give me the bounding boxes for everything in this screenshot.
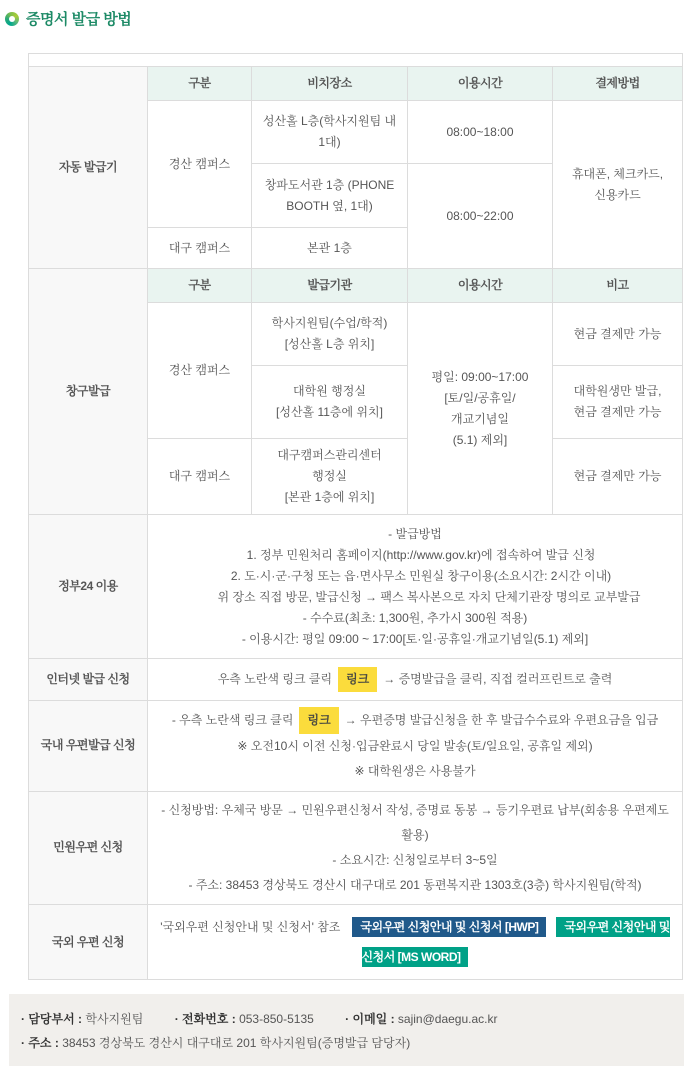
counter-org-3 [252, 439, 408, 515]
spacer-row [29, 54, 683, 67]
footer-phone-label: · 전화번호 : [174, 1012, 236, 1027]
table-row [29, 701, 683, 792]
domestic-mail-link-button[interactable]: 링크 [299, 707, 338, 734]
table-row [29, 67, 683, 101]
gov24-line-5: - 수수료(최초: 1,300원, 추가시 300원 적용) [302, 610, 528, 625]
footer-address-value: 38453 경상북도 경산시 대구대로 201 학사지원팀(증명발급 담당자) [62, 1036, 411, 1051]
internet-text-after: → 증명발급을 클릭, 직접 컬러프린트로 출력 [383, 672, 613, 687]
table-row [29, 905, 683, 980]
counter-note-2-line1: 대학원생만 발급, [573, 384, 662, 398]
footer-phone-value: 053-850-5135 [239, 1012, 314, 1027]
row-label-auto-machine: 자동 발급기 [29, 67, 148, 269]
auto-header-hours: 이용시간 [408, 67, 553, 101]
auto-campus-daegu: 대구 캠퍼스 [148, 228, 252, 269]
auto-header-gubun: 구분 [148, 67, 252, 101]
counter-header-gubun: 구분 [148, 269, 252, 303]
civil-mail-content [148, 791, 683, 905]
civil-mail-line-1: - 신청방법: 우체국 방문 → 민원우편신청서 작성, 증명료 동봉 → 등기우편료 납부(회송용 우편제도 활용) [161, 802, 669, 842]
footer-line-2 [21, 1031, 672, 1055]
row-label-domestic-mail: 국내 우편발급 신청 [29, 701, 148, 792]
domestic-mail-content [148, 701, 683, 792]
counter-note-3: 현금 결제만 가능 [553, 439, 683, 515]
counter-header-org: 발급기관 [252, 269, 408, 303]
table-row [29, 515, 683, 659]
counter-org-1-line2: [성산홀 L층 위치] [284, 337, 375, 351]
auto-hours-2: 08:00~22:00 [408, 164, 553, 269]
title-ring-icon [5, 12, 19, 26]
table-row [29, 54, 683, 67]
counter-org-1-line1: 학사지원팀(수업/학적) [271, 316, 388, 330]
domestic-mail-text-before: - 우측 노란색 링크 클릭 [171, 713, 294, 727]
auto-payment: 휴대폰, 체크카드, 신용카드 [553, 101, 683, 269]
gov24-line-1: - 발급방법 [388, 526, 442, 541]
auto-header-payment: 결제방법 [553, 67, 683, 101]
footer-email-label: · 이메일 : [345, 1012, 395, 1027]
table-row [29, 659, 683, 701]
civil-mail-line-2: - 소요시간: 신청일로부터 3~5일 [332, 852, 498, 867]
civil-mail-line-3: - 주소: 38453 경상북도 경산시 대구대로 201 동편복지관 1303호(3층) 학사지원팀(학적) [188, 878, 642, 893]
auto-header-location: 비치장소 [252, 67, 408, 101]
gov24-line-2: 1. 정부 민원처리 홈페이지(http://www.gov.kr)에 접속하여 발급 신청 [246, 547, 596, 562]
auto-location-3: 본관 1층 [252, 228, 408, 269]
table-row [29, 269, 683, 303]
counter-campus-daegu: 대구 캠퍼스 [148, 439, 252, 515]
overseas-mail-ref-text: '국외우편 신청안내 및 신청서' 참조 [160, 920, 341, 935]
gov24-content [148, 515, 683, 659]
overseas-mail-content [148, 905, 683, 980]
row-label-internet: 인터넷 발급 신청 [29, 659, 148, 701]
counter-note-2-line2: 현금 결제만 가능 [573, 405, 662, 419]
certificate-issuance-table [28, 53, 683, 980]
auto-location-2: 창파도서관 1층 (PHONE BOOTH 옆, 1대) [252, 164, 408, 228]
counter-org-2 [252, 366, 408, 439]
domestic-mail-note-2: ※ 대학원생은 사용불가 [354, 764, 476, 779]
internet-content [148, 659, 683, 701]
page-header [0, 0, 693, 29]
counter-org-2-line1: 대학원 행정실 [293, 384, 366, 398]
footer-line-1 [21, 1007, 672, 1031]
page-title: 증명서 발급 방법 [26, 11, 132, 28]
contact-footer [9, 994, 684, 1066]
counter-header-note: 비고 [553, 269, 683, 303]
counter-org-1 [252, 303, 408, 366]
counter-org-2-line2: [성산홀 11층에 위치] [276, 405, 383, 419]
counter-hours-line1: 평일: 09:00~17:00 [431, 369, 529, 384]
auto-location-1: 성산홀 L층(학사지원팀 내 1대) [252, 101, 408, 164]
counter-note-2 [553, 366, 683, 439]
footer-email [345, 1012, 497, 1026]
counter-note-1: 현금 결제만 가능 [553, 303, 683, 366]
gov24-line-6: - 이용시간: 평일 09:00 ~ 17:00[토·일·공휴일·개교기념일(5.1) 제외] [241, 631, 589, 646]
overseas-mail-hwp-button[interactable]: 국외우편 신청안내 및 신청서 [HWP] [352, 917, 546, 937]
table-row [29, 791, 683, 905]
gov24-line-3: 2. 도·시·군·구청 또는 읍·면사무소 민원실 창구이용(소요시간: 2시간 이내) [230, 568, 612, 583]
domestic-mail-text-after: → 우편증명 발급신청을 한 후 발급수수료와 우편요금을 입금 [344, 713, 659, 727]
internet-link-button[interactable]: 링크 [338, 667, 377, 692]
footer-address-label: · 주소 : [21, 1036, 59, 1051]
counter-org-3-line2: [본관 1층에 위치] [284, 490, 375, 504]
footer-dept-value: 학사지원팀 [85, 1012, 144, 1027]
domestic-mail-note-1: ※ 오전10시 이전 신청·입금완료시 당일 발송(토/일요일, 공휴일 제외) [237, 739, 593, 754]
counter-campus-gyeongsan: 경산 캠퍼스 [148, 303, 252, 439]
footer-dept [21, 1012, 143, 1026]
row-label-gov24: 정부24 이용 [29, 515, 148, 659]
gov24-line-4: 위 장소 직접 방문, 발급신청 → 팩스 복사본으로 자치 단체기관장 명의로 교부발급 [217, 589, 641, 604]
counter-hours [408, 303, 553, 515]
overseas-mail-word-button[interactable]: 국외우편 신청안내 및 신청서 [MS WORD] [362, 917, 670, 967]
counter-header-hours: 이용시간 [408, 269, 553, 303]
row-label-counter: 창구발급 [29, 269, 148, 515]
footer-phone [175, 1012, 314, 1026]
footer-email-value: sajin@daegu.ac.kr [397, 1012, 498, 1027]
auto-hours-1: 08:00~18:00 [408, 101, 553, 164]
row-label-overseas-mail: 국외 우편 신청 [29, 905, 148, 980]
footer-address [21, 1036, 410, 1050]
auto-campus-gyeongsan: 경산 캠퍼스 [148, 101, 252, 228]
counter-hours-line2: [토/일/공휴일/개교기념일 [444, 390, 516, 426]
footer-dept-label: · 담당부서 : [21, 1012, 83, 1027]
counter-org-3-line1: 대구캠퍼스관리센터 행정실 [277, 448, 382, 483]
row-label-civil-mail: 민원우편 신청 [29, 791, 148, 905]
counter-hours-line3: (5.1) 제외] [452, 432, 508, 447]
internet-text-before: 우측 노란색 링크 클릭 [217, 672, 333, 687]
